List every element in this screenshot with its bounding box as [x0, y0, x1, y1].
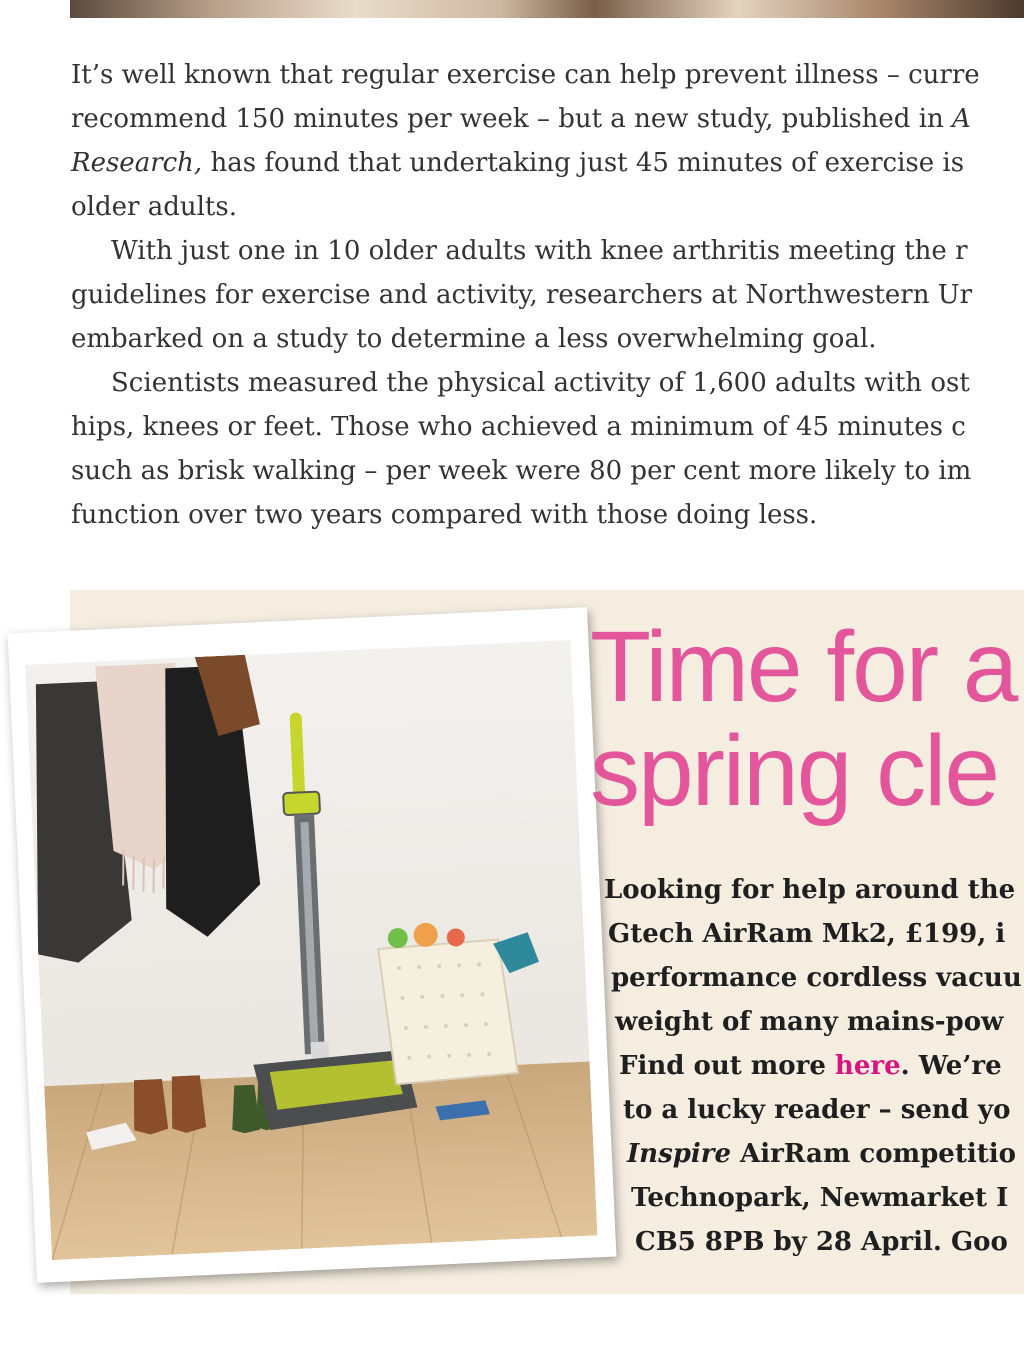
promo-line: weight of many mains-pow [615, 1007, 1004, 1037]
promo-line: Technopark, Newmarket I [631, 1183, 1009, 1213]
promo-body [604, 868, 1024, 1264]
article-line: It’s well known that regular exercise can help prevent illness – curre [71, 60, 980, 90]
journal-name-fragment: A [952, 104, 971, 134]
promo-line: CB5 8PB by 28 April. Goo [635, 1227, 1008, 1257]
product-photo-frame [8, 607, 617, 1283]
article-line: Scientists measured the physical activity of 1,600 adults with ost [111, 368, 970, 398]
promo-headline-line1: Time for a [590, 611, 1017, 723]
article-body [71, 53, 1024, 537]
article-line: recommend 150 minutes per week – but a new study, published in A [71, 104, 971, 134]
find-out-more-link[interactable]: here [834, 1051, 901, 1081]
article-line: function over two years compared with those doing less. [71, 500, 818, 530]
promo-line: Inspire AirRam competitio [627, 1139, 1016, 1169]
article-line: hips, knees or feet. Those who achieved a minimum of 45 minutes c [71, 412, 966, 442]
promo-line: performance cordless vacuu [611, 963, 1022, 993]
header-photo-strip [70, 0, 1024, 18]
article-line: embarked on a study to determine a less overwhelming goal. [71, 324, 877, 354]
article-line: such as brisk walking – per week were 80 per cent more likely to im [71, 456, 972, 486]
promo-headline-line2: spring cle [590, 715, 998, 827]
magazine-name: Inspire [627, 1139, 731, 1169]
promo-line: Gtech AirRam Mk2, £199, i [608, 919, 1006, 949]
vacuum-photo [25, 640, 597, 1260]
article-line: older adults. [71, 192, 237, 222]
article-line: Research, has found that undertaking just 45 minutes of exercise is [71, 148, 965, 178]
promo-line: to a lucky reader – send yo [623, 1095, 1011, 1125]
article-line: guidelines for exercise and activity, researchers at Northwestern Ur [71, 280, 973, 310]
article-line: With just one in 10 older adults with knee arthritis meeting the r [111, 236, 968, 266]
journal-name-research: Research, [71, 148, 203, 178]
promo-line: Looking for help around the [604, 875, 1016, 905]
promo-line: Find out more here. We’re [619, 1051, 1002, 1081]
promo-headline [590, 611, 1024, 827]
